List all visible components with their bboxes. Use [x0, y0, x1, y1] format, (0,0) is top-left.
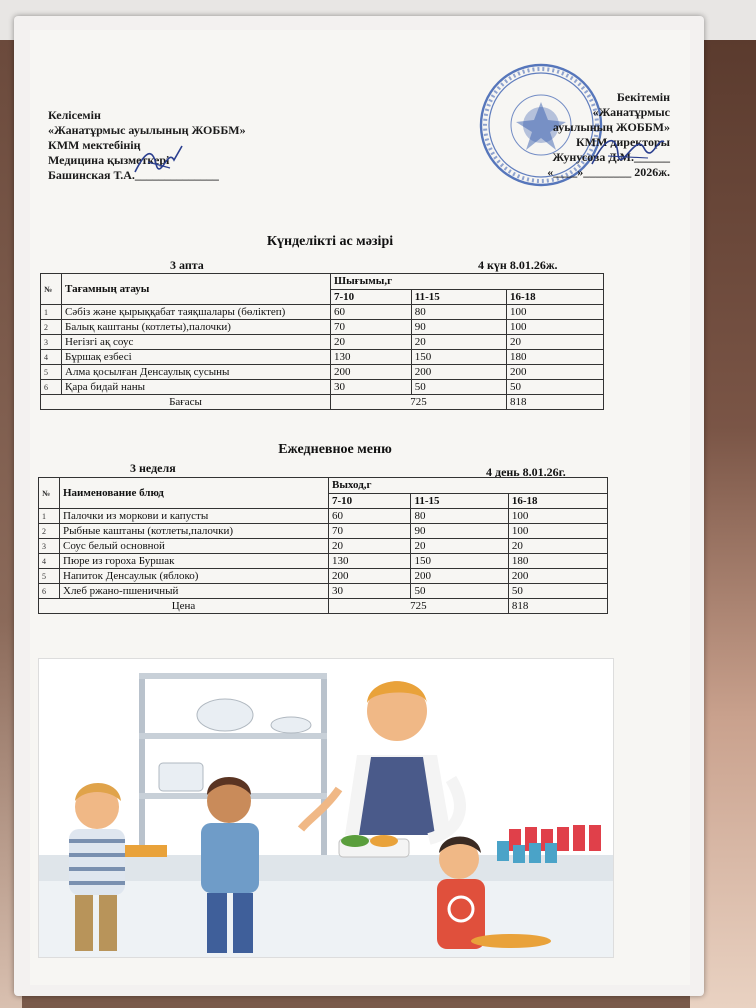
- table-row: [39, 509, 608, 524]
- portion-value: 30: [331, 380, 412, 395]
- table-row: [39, 539, 608, 554]
- approval-right-date: 2026ж.: [634, 165, 670, 179]
- portion-value: 30: [329, 584, 411, 599]
- kz-age-group: 11-15: [411, 289, 506, 305]
- ru-header-num: №: [39, 478, 60, 509]
- dish-name: Қара бидай наны: [62, 380, 331, 395]
- portion-value: 100: [508, 524, 607, 539]
- portion-value: 60: [329, 509, 411, 524]
- table-row: [39, 524, 608, 539]
- price-value: 818: [508, 599, 607, 614]
- kz-menu-day: 4 күн 8.01.26ж.: [478, 258, 558, 272]
- portion-value: 200: [411, 365, 506, 380]
- portion-value: 200: [411, 569, 508, 584]
- portion-value: 200: [329, 569, 411, 584]
- portion-value: 20: [331, 335, 412, 350]
- approval-left-line: Келісемін: [48, 108, 101, 122]
- table-row: [41, 350, 604, 365]
- row-number: 6: [41, 380, 62, 395]
- portion-value: 50: [411, 584, 508, 599]
- ru-menu-day: 4 день 8.01.26г.: [486, 465, 566, 479]
- portion-value: 100: [506, 305, 603, 320]
- dish-name: Пюре из гороха Буршак: [60, 554, 329, 569]
- portion-value: 20: [506, 335, 603, 350]
- row-number: 5: [41, 365, 62, 380]
- price-row: [39, 599, 608, 614]
- table-row: [41, 305, 604, 320]
- ru-age-group: 7-10: [329, 493, 411, 509]
- row-number: 4: [39, 554, 60, 569]
- table-row: [39, 569, 608, 584]
- dish-name: Соус белый основной: [60, 539, 329, 554]
- approval-right-signer: Жунусова Д.М.: [552, 150, 634, 164]
- portion-value: 20: [411, 539, 508, 554]
- approval-left-line: Медицина қызметкері: [48, 153, 170, 167]
- kz-header-output: Шығымы,г: [331, 274, 604, 290]
- portion-value: 200: [331, 365, 412, 380]
- approval-left-signer: Башинская Т.А.: [48, 168, 135, 182]
- table-row: [41, 320, 604, 335]
- row-number: 3: [39, 539, 60, 554]
- portion-value: 20: [508, 539, 607, 554]
- approval-right-line: Бекітемін: [616, 90, 670, 104]
- dish-name: Негізгі ақ соус: [62, 335, 331, 350]
- approval-right-line: ауылының ЖОББМ»: [552, 120, 670, 134]
- kz-age-group: 16-18: [506, 289, 603, 305]
- portion-value: 50: [411, 380, 506, 395]
- price-value: 725: [329, 599, 509, 614]
- kz-header-dish: Тағамның атауы: [62, 274, 331, 305]
- portion-value: 20: [411, 335, 506, 350]
- dish-name: Палочки из моркови и капусты: [60, 509, 329, 524]
- portion-value: 180: [508, 554, 607, 569]
- row-number: 4: [41, 350, 62, 365]
- ru-menu-week: 3 неделя: [130, 461, 176, 475]
- signature-left: [130, 142, 190, 178]
- portion-value: 70: [331, 320, 412, 335]
- dish-name: Сәбіз және қырыққабат таяқшалары (бөліктеп): [62, 305, 331, 320]
- portion-value: 200: [506, 365, 603, 380]
- portion-value: 200: [508, 569, 607, 584]
- kz-menu-title: Күнделікті ас мәзірі: [266, 234, 394, 249]
- row-number: 3: [41, 335, 62, 350]
- kz-menu-week: 3 апта: [170, 258, 204, 272]
- price-value: 725: [331, 395, 507, 410]
- portion-value: 60: [331, 305, 412, 320]
- row-number: 5: [39, 569, 60, 584]
- approval-left-line: КММ мектебінің: [48, 138, 141, 152]
- dish-name: Балық каштаны (котлеты),палочки): [62, 320, 331, 335]
- portion-value: 50: [508, 584, 607, 599]
- ru-header-output: Выход,г: [329, 478, 608, 494]
- price-value: 818: [506, 395, 603, 410]
- approval-right-date-row: «____»________ 2026ж.: [547, 165, 670, 179]
- portion-value: 50: [506, 380, 603, 395]
- approval-left-signer-row: Башинская Т.А.______________: [48, 168, 219, 182]
- portion-value: 150: [411, 350, 506, 365]
- ru-age-group: 11-15: [411, 493, 508, 509]
- portion-value: 90: [411, 320, 506, 335]
- ru-header-dish: Наименование блюд: [60, 478, 329, 509]
- approval-right-signer-row: Жунусова Д.М.______: [552, 150, 670, 164]
- table-row: [41, 380, 604, 395]
- portion-value: 180: [506, 350, 603, 365]
- price-row: [41, 395, 604, 410]
- table-row: [39, 584, 608, 599]
- row-number: 1: [39, 509, 60, 524]
- kz-header-num: №: [41, 274, 62, 305]
- dish-name: Напиток Денсаулык (яблоко): [60, 569, 329, 584]
- portion-value: 80: [411, 305, 506, 320]
- signature-right: [588, 128, 668, 172]
- row-number: 2: [39, 524, 60, 539]
- table-row: [41, 365, 604, 380]
- price-label: Бағасы: [41, 395, 331, 410]
- portion-value: 100: [508, 509, 607, 524]
- dish-name: Алма қосылған Денсаулық сусыны: [62, 365, 331, 380]
- approval-right-line: «Жанатұрмыс: [592, 105, 670, 119]
- kz-menu-table: [40, 273, 604, 410]
- portion-value: 90: [411, 524, 508, 539]
- portion-value: 100: [506, 320, 603, 335]
- row-number: 6: [39, 584, 60, 599]
- table-row: [39, 554, 608, 569]
- approval-left-line: «Жанатұрмыс ауылының ЖОББМ»: [48, 123, 246, 137]
- portion-value: 130: [329, 554, 411, 569]
- price-label: Цена: [39, 599, 329, 614]
- table-row: [41, 335, 604, 350]
- kz-age-group: 7-10: [331, 289, 412, 305]
- portion-value: 150: [411, 554, 508, 569]
- row-number: 2: [41, 320, 62, 335]
- portion-value: 20: [329, 539, 411, 554]
- cafeteria-illustration: [38, 658, 614, 958]
- portion-value: 80: [411, 509, 508, 524]
- portion-value: 130: [331, 350, 412, 365]
- ru-menu-title: Ежедневное меню: [278, 442, 392, 457]
- ru-menu-table: [38, 477, 608, 614]
- ru-age-group: 16-18: [508, 493, 607, 509]
- dish-name: Рыбные каштаны (котлеты,палочки): [60, 524, 329, 539]
- dish-name: Бұршақ езбесі: [62, 350, 331, 365]
- approval-right-line: КММ директоры: [575, 135, 670, 149]
- portion-value: 70: [329, 524, 411, 539]
- row-number: 1: [41, 305, 62, 320]
- dish-name: Хлеб ржано-пшеничный: [60, 584, 329, 599]
